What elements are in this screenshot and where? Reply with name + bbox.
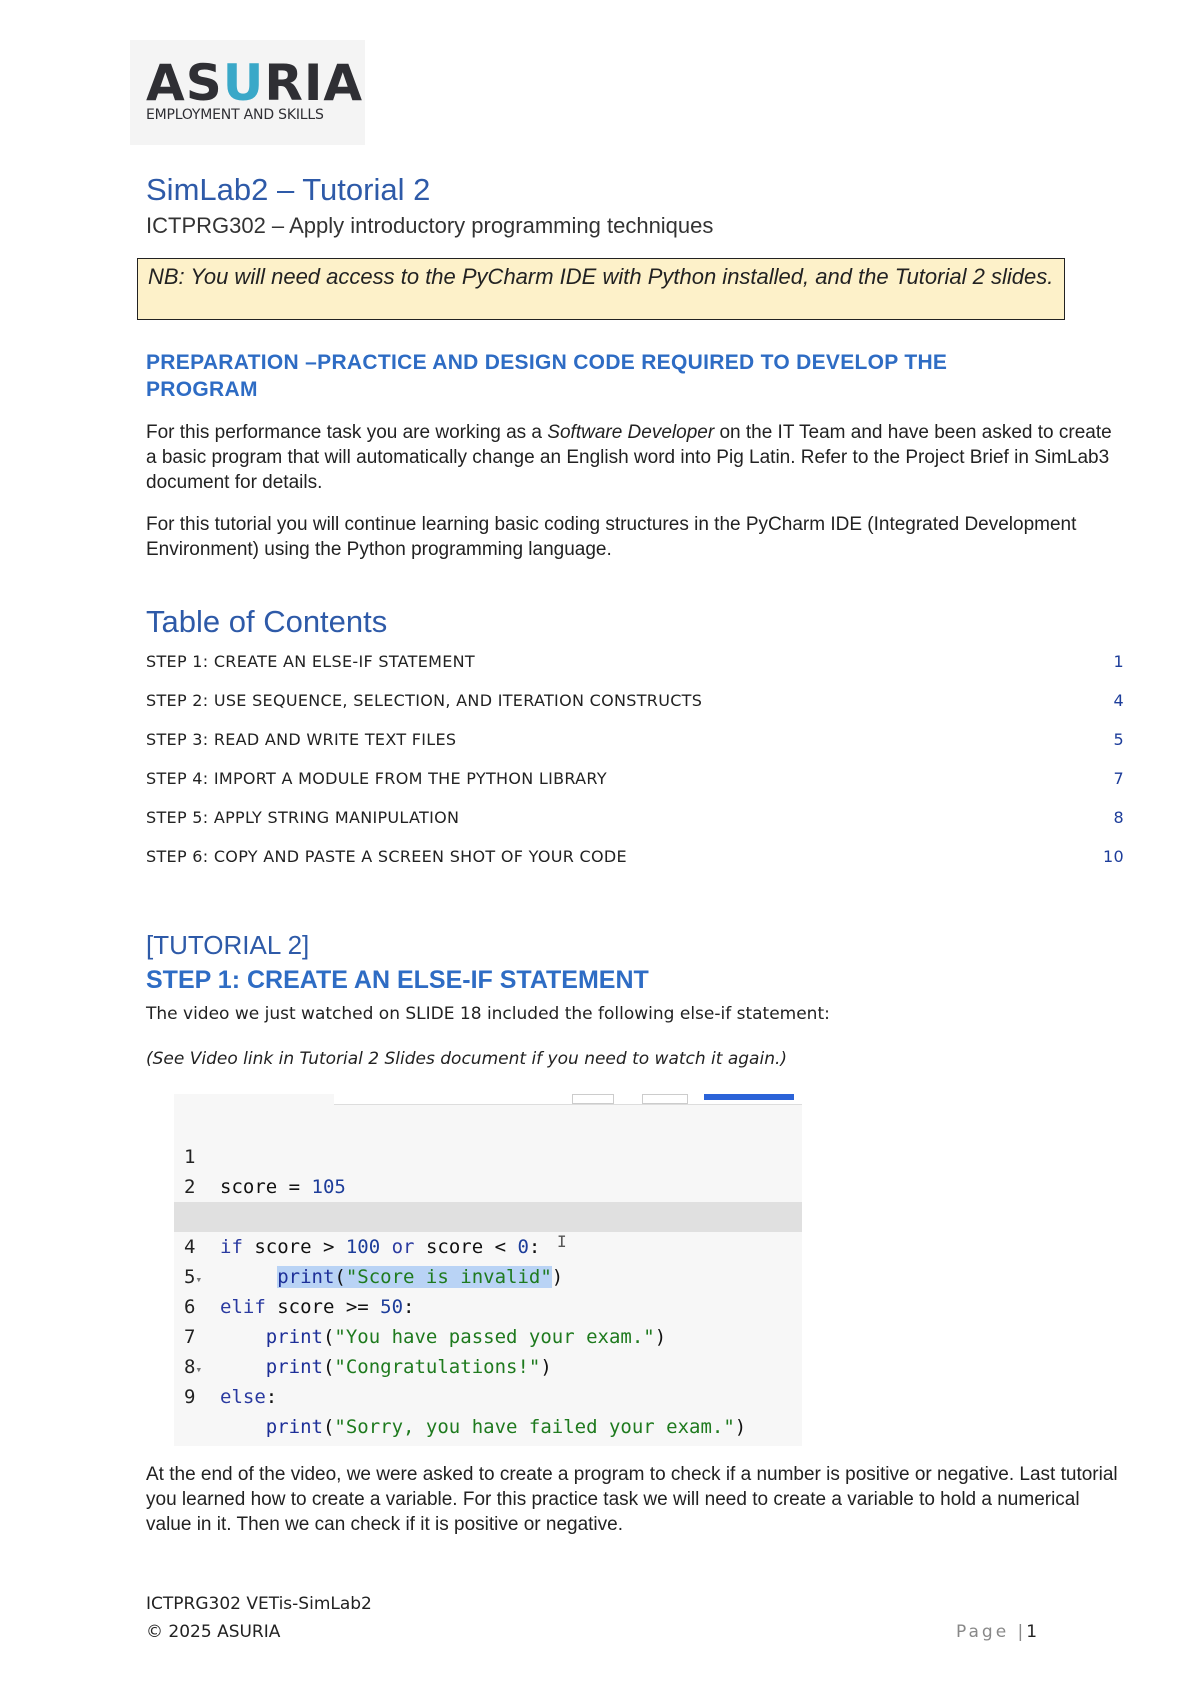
preparation-paragraph-1: For this performance task you are working as a Software Developer on the IT Team and have been asked to create a basic program that will automatically change an English word into Pig Latin. Refer to the Project Brief in SimLab3 document for details. [146, 422, 1112, 493]
note-box: NB: You will need access to the PyCharm IDE with Python installed, and the Tutorial 2 slides. [137, 258, 1065, 320]
fold-icon: ▾ [195, 1273, 203, 1286]
code-screenshot [146, 1094, 802, 1446]
footer-doc-code: ICTPRG302 VETis-SimLab2 [146, 1594, 372, 1614]
code-line: 6 print("You have passed your exam.") [184, 1296, 667, 1348]
code-line: 8▾ else: [184, 1356, 278, 1408]
toolbar-button [642, 1094, 688, 1104]
toc-entry[interactable]: STEP 5: APPLY STRING MANIPULATION 8 [146, 808, 1124, 827]
logo-subtitle: EMPLOYMENT AND SKILLS [146, 107, 324, 123]
text-cursor-icon: I [557, 1232, 567, 1251]
video-note: (See Video link in Tutorial 2 Slides document if you need to watch it again.) [146, 1049, 788, 1069]
preparation-heading: PREPARATION –PRACTICE AND DESIGN CODE REQUIRED TO DEVELOP THE PROGRAM [146, 351, 948, 401]
fold-icon: ▾ [195, 1363, 203, 1376]
code-line-highlighted: 4 print("Score is invalid") [174, 1202, 802, 1232]
footer-copyright: © 2025 ASURIA [146, 1622, 281, 1642]
code-line: 5▾ elif score >= 50: [184, 1266, 415, 1318]
toc-entry[interactable]: STEP 1: CREATE AN ELSE-IF STATEMENT 1 [146, 652, 1124, 671]
closing-paragraph: At the end of the video, we were asked to create a program to check if a number is positive or negative. Last tutorial you learned how to create a variable. For this practice task we will need to create a variable to hold a numerical value in it. Then we can check if it is positive or negative. [146, 1464, 1118, 1535]
toolbar-button [572, 1094, 614, 1104]
preparation-paragraph-2: For this tutorial you will continue learning basic coding structures in the PyCharm IDE (Integrated Development Environment) using the Python programming language. [146, 514, 1077, 560]
step1-intro: The video we just watched on SLIDE 18 included the following else-if statement: [146, 1004, 830, 1024]
logo-wordmark: ASURIA [146, 54, 364, 112]
code-line: 2 [184, 1176, 196, 1198]
tutorial-label: [TUTORIAL 2] [146, 930, 310, 960]
page-number: Page |1 [956, 1622, 1038, 1642]
code-line: 1 score = 105 [184, 1146, 346, 1198]
toc-entry[interactable]: STEP 6: COPY AND PASTE A SCREEN SHOT OF YOUR CODE 10 [146, 847, 1124, 866]
code-line: 7 print("Congratulations!") [184, 1326, 552, 1378]
page-title: SimLab2 – Tutorial 2 [146, 172, 431, 207]
toc-entry[interactable]: STEP 3: READ AND WRITE TEXT FILES 5 [146, 730, 1124, 749]
toc-entry[interactable]: STEP 2: USE SEQUENCE, SELECTION, AND ITERATION CONSTRUCTS 4 [146, 691, 1124, 710]
code-line: 9 print("Sorry, you have failed your exam.") [184, 1386, 747, 1438]
code-line: score > 100 or score < 0: [174, 1172, 802, 1202]
page-subtitle: ICTPRG302 – Apply introductory programming techniques [146, 213, 714, 238]
step1-heading: STEP 1: CREATE AN ELSE-IF STATEMENT [146, 966, 649, 994]
toolbar-accent [704, 1094, 794, 1100]
toc-title: Table of Contents [146, 604, 388, 639]
toc-entry[interactable]: STEP 4: IMPORT A MODULE FROM THE PYTHON LIBRARY 7 [146, 769, 1124, 788]
